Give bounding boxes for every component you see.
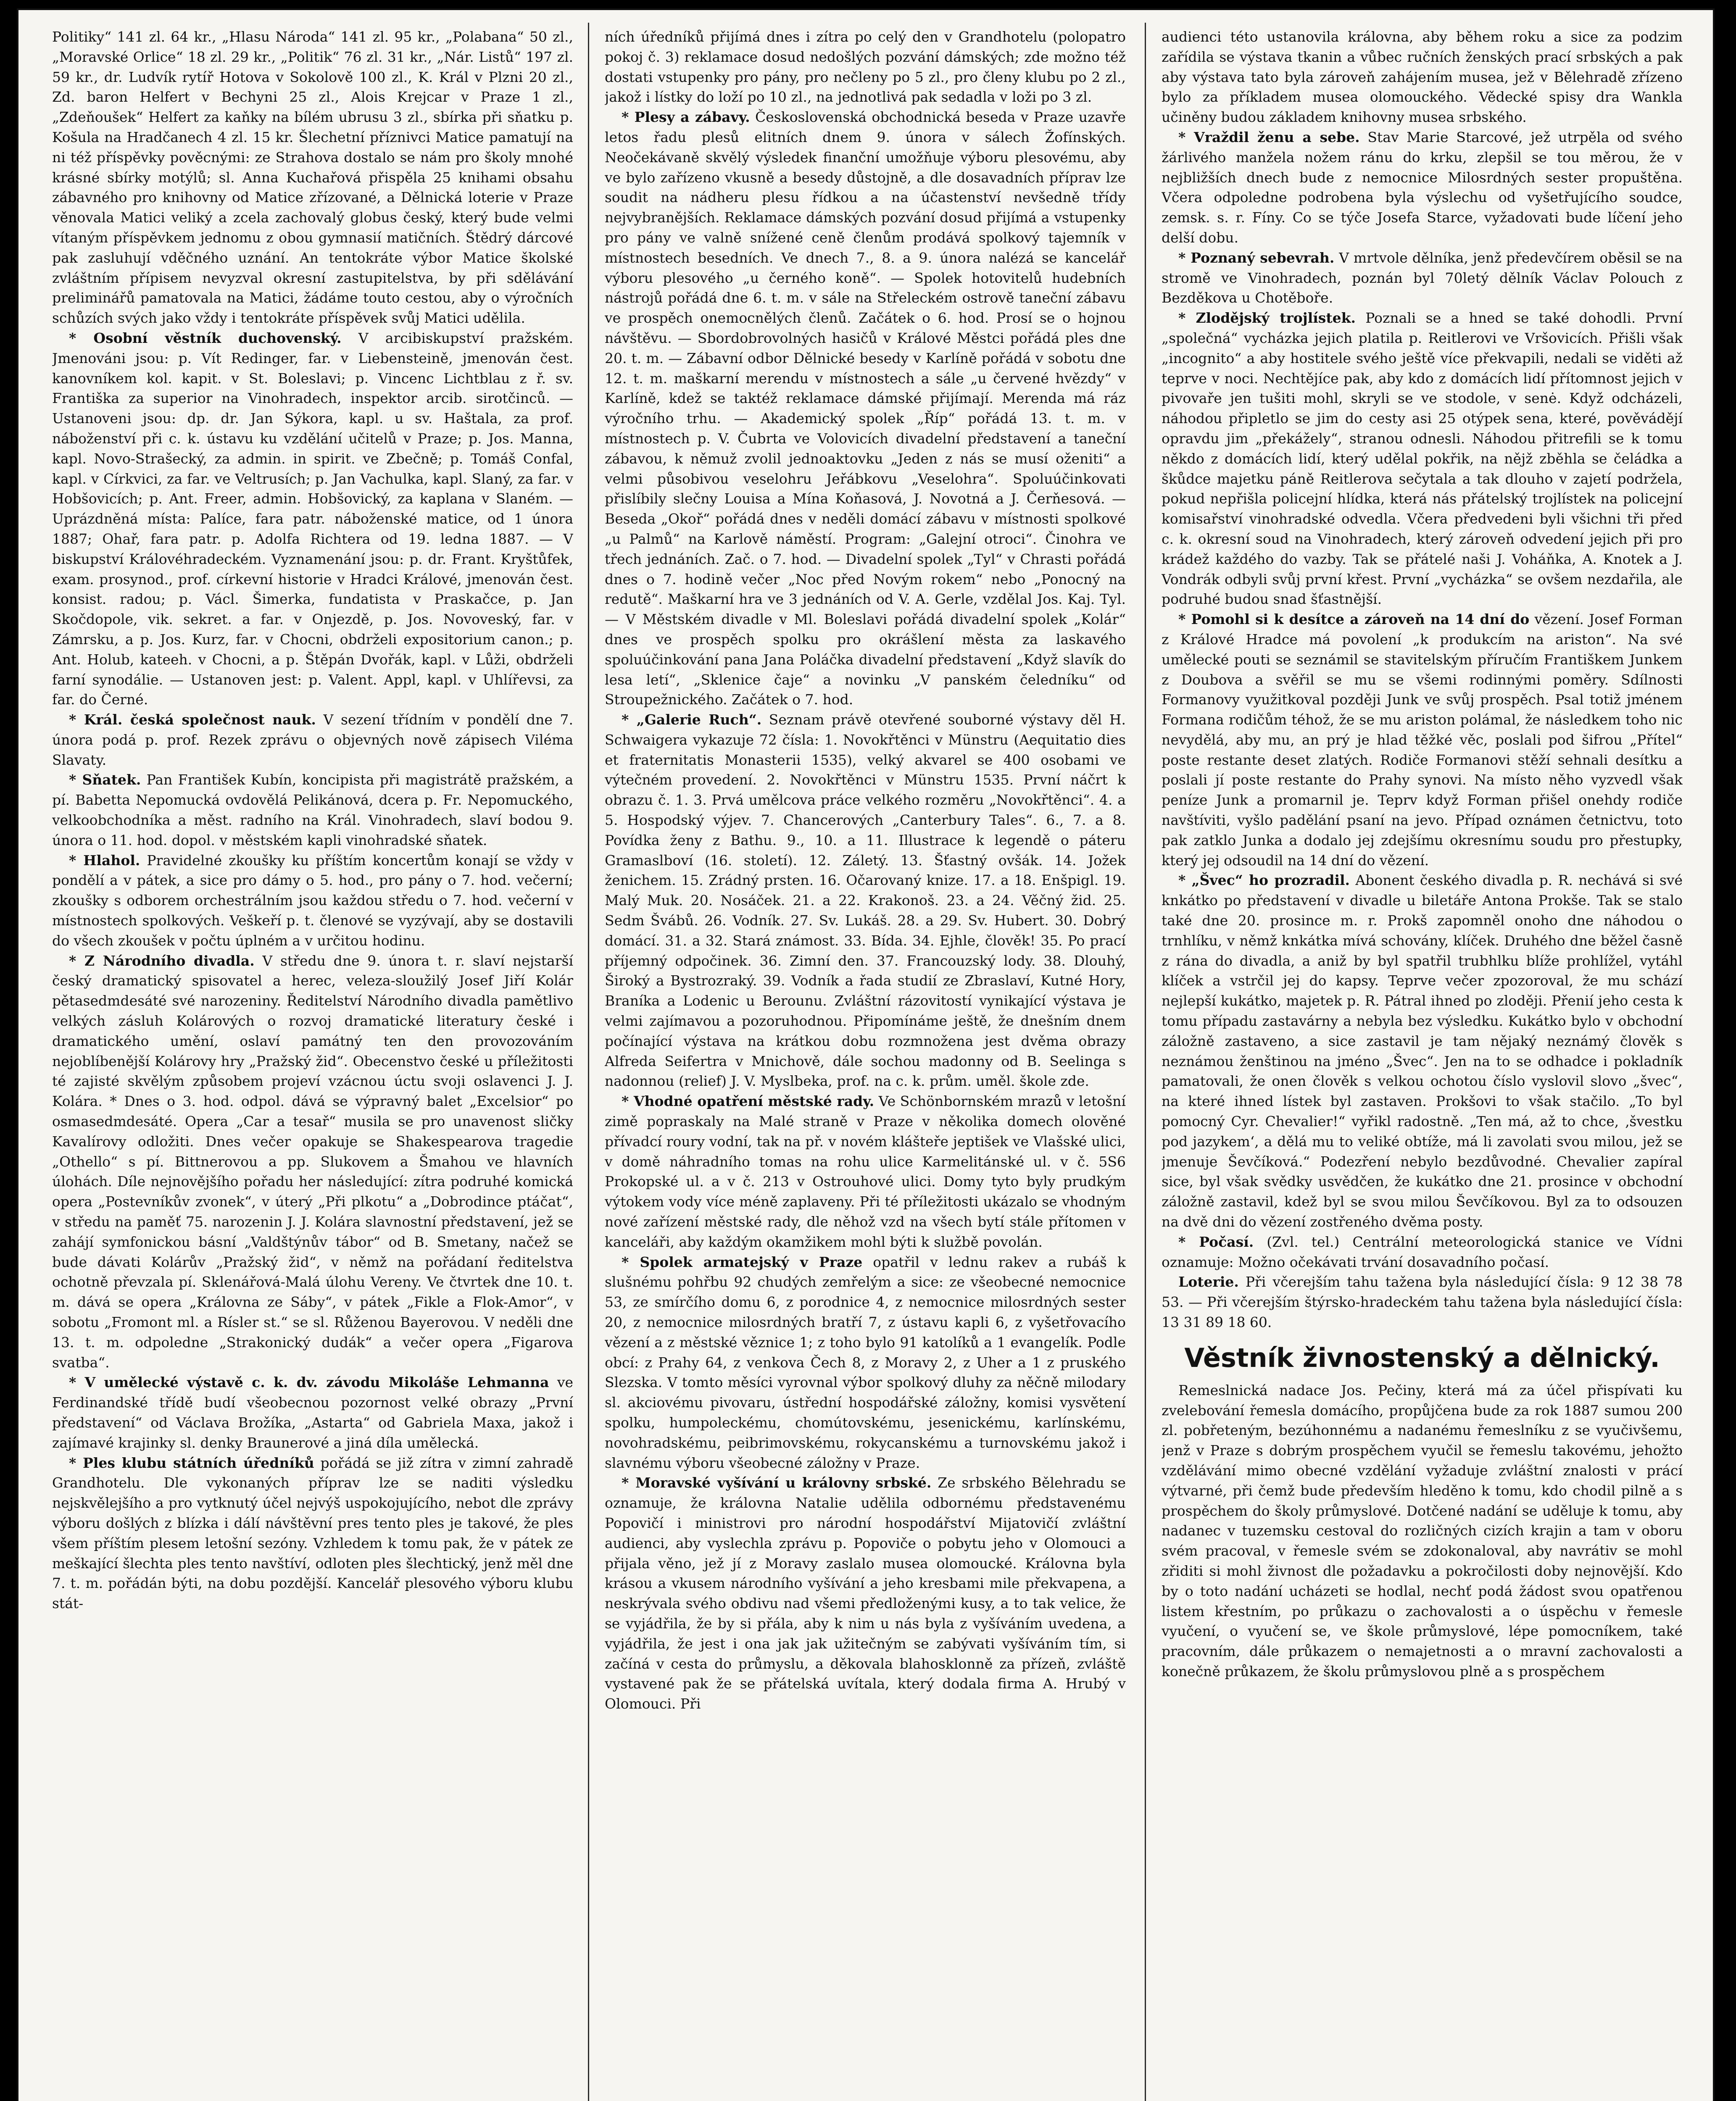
article-paragraph — [1162, 1272, 1683, 1332]
article-text: ve Ferdinandské třídě budí všeobecnou pozornost velké obrazy „První představení“ od Václava Brožíka, „Astarta“ od Gabriela Maxa, jakož i zajímavé krajinky sl. denky Braunerové a jiná díla umělecká. — [52, 1374, 573, 1451]
article-paragraph — [52, 328, 573, 710]
text-column-3 — [1162, 27, 1683, 2101]
article-text: Politiky“ 141 zl. 64 kr., „Hlasu Národa“ 141 zl. 95 kr., „Polabana“ 50 zl., „Moravské Orlice“ 18 zl. 29 kr., „Politik“ 76 zl. 31 kr., „Nár. Listů“ 197 zl. 59 kr., dr. Ludvík rytíř Hotova v Sokolově 100 zl., K. Král v Plzni 20 zl., Zd. baron Helfert v Bechyni 25 zl., Alois Krejcar v Praze 1 zl., „Zdeňoušek“ Helfert za kaňky na bílém ubrusu 3 zl., sbírka při sňatku p. Košula na Hradčanech 4 zl. 15 kr. Šlechetní příznivci Matice pamatují na ni též příspěvky pověcnými: ze Strahova dostalo se nám pro školy mnohé krásné sbírky motýlů; sl. Anna Kuchařová přispěla 25 knihami obsahu zábavného pro knihovny od Matice zřízované, a Dělnická loterie v Praze věnovala Matici veliký a zcela zachovalý globus český, který bude velmi vítaným příspěvkem jednomu z obou gymnasií matičních. Štědrý dárcové pak zasluhují vděčného uznání. An tentokráte výbor Matice školské zvláštním přípisem nevyzval okresní zastupitelstva, by při sdělávání preliminářů pamatovala na Matici, žádáme touto cestou, aby o výročních schůzích svých jako vždy i tentokráte příspěvek svůj Matici udělila. — [52, 29, 573, 326]
article-paragraph — [605, 1252, 1126, 1473]
column-divider — [588, 23, 589, 2101]
article-text: Československá obchodnická beseda v Praze uzavře letos řadu plesů elitních dnem 9. února v sálech Žofínských. Neočekávaně skvělý výsledek finanční umožňuje výboru plesovému, aby ve bylo zařízeno vkusně a besedy důstojně, a dle dosavadních příprav lze soudit na nádheru plesu řídkou a na účastenství nevšedně třídy nejvybranějších. Reklamace dámských pozvání dosud přijímá a vstupenky pro pány ve valně snížené ceně členům prodává spolkový tajemník v místnostech besedních. Ve dnech 7., 8. a 9. února nalézá se kancelář výboru plesového „u černého koně“. — Spolek hotovitelů hudebních nástrojů pořádá dne 6. t. m. v sále na Střeleckém ostrově taneční zábavu ve prospěch onemocnělých členů. Začátek o 6. hod. Prosí se o hojnou návštěvu. — Sbordobrovolných hasičů v Králové Městci pořádá ples dne 20. t. m. — Zábavní odbor Dělnické besedy v Karlíně pořádá v sobotu dne 12. t. m. maškarní merendu v místnostech a sále „u červené hvězdy“ v Karlíně, kdež se taktéž reklamace dámské přijímají. Merenda má ráz výročního trhu. — Akademický spolek „Říp“ pořádá 13. t. m. v místnostech p. V. Čubrta ve Volovicích divadelní představení a taneční zábavou, k němuž zvolil jednoaktovku „Jeden z nás se musí oženiti“ a velmi působivou veselohru Jeřábkovu „Veselohra“. Spoluúčinkovati přislíbily slečny Louisa a Mína Koňasová, J. Novotná a J. Čerňesová. — Beseda „Okoř“ pořádá dnes v neděli domácí zábavu v místnosti spolkové „u Palmů“ na Karlově náměstí. Program: „Galejní otroci“. Činohra ve třech jednáních. Zač. o 7. hod. — Divadelní spolek „Tyl“ v Chrasti pořádá dnes o 7. hodině večer „Noc před Novým rokem“ nebo „Ponocný na redutě“. Maškarní hra ve 3 jednáních od V. A. Gerle, vzdělal Jos. Kaj. Tyl. — V Městském divadle v Ml. Boleslavi pořádá divadelní spolek „Kolár“ dnes ve prospěch spolku pro okrášlení města za laskavého spoluúčinkování pana Jana Poláčka divadelní představení „Když slavík do lesa letí“, „Sklenice čaje“ a novinku „V panském čeledníku“ od Stroupežnického. Začátek o 7. hod. — [605, 109, 1126, 708]
article-text: V sezení třídním v pondělí dne 7. února podá p. prof. Rezek zprávu o objevných nově zápisech Viléma Slavaty. — [52, 711, 573, 768]
article-paragraph — [1162, 870, 1683, 1232]
article-heading: * Vraždil ženu a sebe. — [1178, 129, 1360, 145]
article-text: Pan František Kubín, koncipista při magistrátě pražském, a pí. Babetta Nepomucká ovdovělá Pelikánová, dcera p. Fr. Nepomuckého, velkoobchodníka a měst. radního na Král. Vinohradech, slaví bodou 9. února o 11. hod. dopol. v městském kapli vinohradské sňatek. — [52, 771, 573, 848]
article-text: Pravidelné zkoušky ku příštím koncertům konají se vždy v pondělí a v pátek, a sice pro dámy o 5. hod., pro pány o 7. hod. večerní; zkoušky s odborem orchestrálním jsou každou středu o 7. hod. večerní v místnostech spolkových. Veškeří p. t. členové se vyzývají, aby se dostavili do všech zkoušek v počtu úplném a v určitou hodinu. — [52, 852, 573, 949]
article-text: audienci této ustanovila královna, aby během roku a sice za podzim zařídila se výstava tkanin a vůbec ručních ženských prací srbských a pak aby výstava tato byla zároveň zahájením musea, jež v Bělehradě zřízeno bylo za příkladem musea olomouckého. Vědecké spisy dra Wankla učiněny budou základem knihovny musea srbského. — [1162, 29, 1683, 126]
article-heading: * Ples klubu státních úředníků — [69, 1454, 314, 1471]
article-heading: * Osobní věstník duchovenský. — [69, 329, 342, 346]
article-paragraph — [605, 27, 1126, 107]
article-paragraph — [1162, 609, 1683, 870]
article-text: Ve Schönbornském mrazů v letošní zimě popraskaly na Malé straně v Praze v několika domech olověné přívadcí roury vodní, tak na př. v novém klášteře jeptišek ve Vlašské ulici, v domě náhradního tomas na rohu ulice Karmelitánské ul. v č. 5S6 Prokopské ul. a v č. 213 v Ostrouhové ulici. Domy tyto byly prudkým výtokem vody více méně zaplaveny. Při té příležitosti ukázalo se vhodným nové zařízení městské rady, dle něhož vzd na všech bytí stále přítomen v kanceláři, aby každým okamžikem mohl býti k službě povolán. — [605, 1093, 1126, 1250]
article-text: pořádá se již zítra v zimní zahradě Grandhotelu. Dle vykonaných příprav lze se naditi výsledku nejskvělejšího a pro vytknutý účel nejvýš uspokojujícího, nebot dle zprávy výboru došlých z blízka i dálí návštěvní pres tento ples je takové, že ples všem příštím plesem letošní sezóny. Vzhledem k tomu pak, že v pátek ze meškající šlechta ples tento navštíví, odloten ples šlechtický, jenž měl dne 7. t. m. pořádán býti, na dobu pozdější. Kancelář plesového výboru klubu stát- — [52, 1454, 573, 1612]
article-paragraph — [1162, 27, 1683, 127]
article-heading: * „Galerie Ruch“. — [622, 711, 762, 728]
article-heading: * Pomohl si k desítce a zároveň na 14 dní do — [1178, 611, 1530, 628]
article-paragraph — [1162, 248, 1683, 308]
newspaper-page — [17, 8, 1715, 2101]
article-paragraph — [1162, 1232, 1683, 1272]
article-heading: * Vhodné opatření městské rady. — [622, 1093, 875, 1110]
article-paragraph — [1162, 127, 1683, 248]
article-text: V středu dne 9. února t. r. slaví nejstarší český dramatický spisovatel a herec, veleza-sloužilý Josef Jiří Kolár pětasedmdesáté své narozeniny. Ředitelství Národního divadla pamětlivo velkých zásluh Kolárových o rozvoj dramatické literatury české i dramatického umění, oslaví památný ten den provozováním nejoblíbenější Kolárovy hry „Pražský žid“. Obecenstvo české u příležitosti té zajisté skvělým způsobem projeví vzácnou úctu svoji oslavenci J. J. Kolára. * Dnes o 3. hod. odpol. dává se výpravný balet „Excelsior“ po osmasedmdesáté. Opera „Car a tesař“ musila se pro unavenost sličky Kavalírovy odložiti. Dnes večer opakuje se Shakespearova tragedie „Othello“ s pí. Bittnerovou a pp. Slukovem a Šmahou ve hlavních úlohách. Díle nejnovějšího pořadu her následující: zítra podruhé komická opera „Postevníkův zvonek“, v úterý „Při plkotu“ a „Dobrodince ptáčat“, v středu na paměť 75. narozenin J. J. Kolára slavnostní představení, jež se zahájí symfonickou básní „Valdštýnův tábor“ od B. Smetany, načež se bude dávati Kolárův „Pražský žid“, v němž na pořádaní ředitelstva ochotně převzala pí. Sklenářová-Malá úlohu Vereny. Ve čtvrtek dne 10. t. m. dává se opera „Královna ze Sáby“, v pátek „Fikle a Flok-Amor“, v sobotu „Fromont ml. a Rísler st.“ se sl. Růženou Bayerovou. V neděli dne 13. t. m. odpoledne „Strakonický dudák“ a večer opera „Figarova svatba“. — [52, 952, 573, 1371]
column-divider — [1145, 23, 1146, 2101]
article-text: vězení. Josef Forman z Králové Hradce má povolení „k produkcím na ariston“. Na své umělecké pouti se seznámil se stavitelským příručím Františkem Junkem z Doubova a svěřil se mu se všemi rodinnými poměry. Sdílnosti Formanovy využitkoval později Junk ve svůj prospěch. Psal totiž jménem Formana rodičům téhož, že se mu ariston polámal, že následkem toho nic nevydělá, aby mu, an prý je hlad těžké věc, poslali pod šifrou „Přítel“ poste restante deset zlatých. Rodiče Formanovi stěží sehnali desítku a poslali jí poste restante do Prahy synovi. Na místo něho vyzvedl však peníze Junk a promarnil je. Teprv když Forman přišel onehdy rodiče navštíviti, vyšlo padělání psaní na jevo. Případ oznámen četnictvu, toto pak zatklo Junka a dodalo jej zdejšímu okresnímu soudu pro přestupky, který jej odsoudil na 14 dní do vězení. — [1162, 611, 1683, 869]
article-paragraph — [605, 107, 1126, 710]
article-heading: * Král. česká společnost nauk. — [69, 711, 316, 728]
article-heading: * Zlodějský trojlístek. — [1178, 310, 1356, 326]
article-text: ních úředníků přijímá dnes i zítra po celý den v Grandhotelu (polopatro pokoj č. 3) reklamace dosud nedošlých pozvání dámských; zde možno též dostati vstupenky pro pány, pro nečleny po 5 zl., pro členy klubu po 2 zl., jakož i lístky do loží po 10 zl., na jednotlivá pak sedadla v loži po 3 zl. — [605, 29, 1126, 105]
article-heading: * Z Národního divadla. — [69, 952, 255, 969]
article-paragraph — [605, 1091, 1126, 1252]
article-heading: * V umělecké výstavě c. k. dv. závodu Mikoláše Lehmanna — [69, 1374, 549, 1391]
article-heading: Loterie. — [1178, 1274, 1239, 1290]
article-text: Poznali se a hned se také dohodli. První „společná“ vycházka jejich platila p. Reitlerovi ve Vršovicích. Přišli však „incognito“ a aby hostitele svého ještě více překvapili, nedali se viděti až teprve v noci. Nechtějíce pak, aby kdo z domácích lidí přítomnost jejich v pivovaře jen tušiti mohl, skryli se ve stodole, v senė. Když odcházeli, náhodou připletlo se jim do cesty asi 25 otýpek sena, které, pověvádějí opravdu jim „překážely“, stranou odnesli. Náhodou přitrefili se k tomu někdo z domácích lidí, který udělal pokřik, na nějž zběhla se čeládka a škůdce majetku páně Reitlerova sečytala a tak dlouho v zajetí podržela, pokud nepřišla policejní hlídka, která nás přátelský trojlístek na policejní komisařství vinohradské odvedla. Včera předvedeni byli všichni tři před c. k. okresní soud na Vinohradech, který zároveň odvedení jejich při pro krádež každého do vazby. Tak se přátelé naši J. Voháňka, A. Knotek a J. Vondrák odbyli svůj první křest. První „vycházka“ se ovšem nezdařila, ale podruhé budou snad šťastnější. — [1162, 310, 1683, 608]
text-column-1 — [52, 27, 573, 2101]
article-heading: * Počasí. — [1178, 1233, 1254, 1250]
article-paragraph — [52, 1372, 573, 1453]
article-text: Při včerejším tahu tažena byla následující čísla: 9 12 38 78 53. — Při včerejším štýrsko-hradeckém tahu tažena byla následující čísla: 13 31 89 18 60. — [1162, 1274, 1683, 1330]
article-heading: * Sňatek. — [69, 771, 141, 788]
article-paragraph — [52, 27, 573, 328]
article-paragraph — [52, 770, 573, 850]
article-heading: * Hlahol. — [69, 852, 140, 869]
section-title: Věstník živnostenský a dělnický. — [1184, 1342, 1660, 1373]
article-text: Remeslnická nadace Jos. Pečiny, která má za účel přispívati ku zvelebování řemesla domácího, propůjčena bude za rok 1887 sumou 200 zl. pobřeteným, bezúhonnému a nadanému řemeslníku z se vyučivšemu, jenž v Praze s dobrým prospěchem vyučil se řemeslu takovému, jehožto vzdělávání mimo obecné vzdělání vyžaduje zvláštní znalosti v prácí výtvarné, při čemž bude především hleděno k tomu, kdo chodil pilně a s prospěchem do školy průmyslové. Dotčené nadání se uděluje k tomu, aby nadanec v tuzemsku cestoval do rozličných cizích krajin a tam v oboru svém pracoval, v řemesle svém se zdokonaloval, aby navrátiv se mohl zřiditi si mohl živnost dle požadavku a pokročilosti doby nejnovější. Kdo by o toto nadání ucházeti se hodlal, nechť podá žádost svou opatřenou listem křestním, po průkazu o zachovalosti a o úspěchu v řemesle vyučení, o vyučení se, ve škole průmyslové, lépe pomocníkem, také pracovním, dále průkazem o nemajetnosti a o mravní zachovalosti a konečně průkazem, že školu průmyslovou plně a s prospěchem — [1162, 1382, 1683, 1680]
article-text: Abonent českého divadla p. R. nechává si své knkátko po představení v divadle u biletáře Antona Prokše. Tak se stalo také dne 20. prosince m. r. Prokš zapomněl onoho dne náhodou o trnhlíku, v němž knkátka mívá schovány, klíček. Druhého dne běžel časně z rána do divadla, a aniž by byl spatřil trubhlku blíže prohlížel, vytáhl klíček a vstrčil jej do kapsy. Teprve večer zpozoroval, že mu schází nejlepší kukátko, majetek p. R. Pátral ihned po zloději. Přenií jeho cesta k tomu případu zastavárny a nebyla bez výsledku. Kukátko bylo v obchodní záložně zastaveno, a sice zastavil je tam nějaký neznámý člověk s neznámou ženštinou na jméno „Švec“. Jen na to se odhadce i pokladník pamatovali, že onen člověk s velkou ochotou číslo vyslovil slovo „švec“, na které ihned lístek byl zastaven. Prokšovi to však stačilo. „To byl pomocný Cyr. Chevalier!“ vyřikl radostně. „Ten má, až to chce, ‚švestku pod jazykem‘, a dělá mu to veliké obtíže, má li zavolati svou milou, jež se jmenuje Ševčíková.“ Podezření nebylo bezdůvodné. Chevalier zapíral sice, byl však svědky usvědčen, že kukátko dne 21. prosince v obchodní záložně zastavil, kdež byl se svou milou Ševčíkovou. Byl za to odsouzen na dvě dni do vězení zostřeného dvěma posty. — [1162, 872, 1683, 1230]
article-paragraph — [1162, 1380, 1683, 1682]
article-paragraph — [52, 1453, 573, 1614]
article-text: Stav Marie Starcové, jež utrpěla od svého žárlivého manžela nožem ránu do krku, zlepšil se tou měrou, že v nejbližších dnech bude z nemocnice Milosrdných sester propuštěna. Včera odpoledne podrobena byla výslechu od vyšetřujícího soudce, zemsk. s. r. Fíny. Co se týče Josefa Starce, vyžadovati bude líčení jeho delší dobu. — [1162, 129, 1683, 246]
article-text: opatřil v lednu rakev a rubáš k slušnému pohřbu 92 chudých zemřelým a sice: ze všeobecné nemocnice 53, ze smírčího domu 6, z porodnice 4, z nemocnice milosrdných sester 20, z nemocnice milosrdných bratří 7, z ústavu kapli 6, z vyšetřovacího vězení a z městské věznice 1; z toho bylo 91 katolíků a 1 evangelík. Podle obcí: z Prahy 64, z venkova Čech 8, z Moravy 2, z Uher a 1 z pruského Slezska. V tomto měsíci vyrovnal výbor spolkový dluhy za něčně milodary sl. akciovému pivovaru, ústřední hospodářské záložny, komisi vysvětení spolku, humpoleckému, chomútovskému, jesenickému, karlínskému, novohradskému, peibrimovskému, rokycanskému a turnovskému jakož i slavnému výboru všeobecné záložny v Praze. — [605, 1253, 1126, 1471]
article-paragraph — [605, 710, 1126, 1091]
article-paragraph — [52, 710, 573, 770]
article-paragraph — [52, 850, 573, 951]
article-heading: * Spolek armatejský v Praze — [622, 1253, 863, 1270]
article-paragraph — [1162, 308, 1683, 609]
article-heading: * „Švec“ ho prozradil. — [1178, 872, 1350, 889]
text-column-2 — [605, 27, 1126, 2101]
article-paragraph — [605, 1473, 1126, 1714]
article-text: (Zvl. tel.) Centrální meteorologická stanice ve Vídni oznamuje: Možno očekávati trvání dosavadního počasí. — [1162, 1233, 1683, 1270]
article-heading: * Plesy a zábavy. — [622, 109, 750, 126]
article-text: V mrtvole dělníka, jenž předevčírem oběsil se na stromě ve Vinohradech, poznán byl 70letý dělník Václav Polouch z Bezděkova u Chotěboře. — [1162, 249, 1683, 306]
article-text: Seznam právě otevřené souborné výstavy děl H. Schwaigera vykazuje 72 čísla: 1. Novokřtěnci v Münstru (Aequitatio dies et fraternitatis Monasterii 1535), velký akvarel se 400 osobami ve výtečném provedení. 2. Novokřtěnci v Münstru 1535. První náčrt k obrazu č. 1. 3. Prvá umělcova práce velkého rozměru „Novokřtěnci“. 4. a 5. Hospodský výjev. 7. Chancerových „Canterbury Tales“. 6., 7. a 8. Povídka ženy z Bathu. 9., 10. a 11. Illustrace k legendě o páteru Gramaslboví (16. století). 12. Záletý. 13. Šťastný ovšák. 14. Jožek ženichem. 15. Zrádný prsten. 16. Očarovaný knize. 17. a 18. Enšpigl. 19. Malý Muk. 20. Nosáček. 21. a 22. Krakonoš. 23. a 24. Věčný žid. 25. Sedm Švábů. 26. Vodník. 27. Sv. Lukáš. 28. a 29. Sv. Hubert. 30. Dobrý domácí. 31. a 32. Stará známost. 33. Bída. 34. Ejhle, člověk! 35. Po prací příjemný odpočinek. 36. Zimní den. 37. Francouzský lody. 38. Dlouhý, Široký a Bystrozraký. 39. Vodník a řada studií ze Zbraslaví, Kutné Hory, Braníka a Lodenic u Berounu. Zvláštní rázovitostí vynikající výstava je velmi zajímavou a pozoruhodnou. Připomínáme ještě, že dnešním dnem počínající výstava na krátkou dobu rozmnožena jest dvěma obrazy Alfreda Seifertra v Mnichově, dále sochou madonny od B. Seelinga s nadonnou (relief) J. V. Myslbeka, prof. na c. k. prům. uměl. škole zde. — [605, 711, 1126, 1090]
article-heading: * Moravské vyšívání u královny srbské. — [622, 1474, 932, 1491]
article-text: Ze srbského Bělehradu se oznamuje, že královna Natalie udělila odbornému představenému Popovičí i ministrovi pro národní hospodářství Mijatovičí zvláštní audienci, aby vyslechla zprávu p. Popoviče o pobytu jeho v Olomouci a přijala věno, jež jí z Moravy zaslalo musea olomoucké. Královna byla krásou a vkusem národního vyšívání a jeho kresbami mile překvapena, a neskrývala svého obdivu nad všemi předloženými kusy, a to tak velice, že se vyjádřila, že by si přála, aby k nim u nás byla z vyšíváním uvedena, a vyjádřila, že jest i ona jak jak užitečným se zabývati vyšíváním tím, si začíná v cesta do průmyslu, a děkovala blahosklonně za přízeň, zvláště vystavené pak že se přátelská uvítala, který dodala firma A. Hrubý v Olomouci. Při — [605, 1474, 1126, 1712]
article-paragraph — [52, 951, 573, 1373]
article-text: V arcibiskupství pražském. Jmenováni jsou: p. Vít Redinger, far. v Liebensteině, jmenován čest. kanovníkem kol. kapit. v St. Boleslavi; p. Vincenc Lichtblau z ř. sv. Františka za superior na Vinohradech, inspektor arcib. sirotčinců. — Ustanoveni jsou: dp. dr. Jan Sýkora, kapl. u sv. Haštala, za prof. náboženství při c. k. ústavu ku vzdělání učitelů v Praze; p. Jos. Manna, kapl. Novo-Strašecký, za admin. in spirit. ve Zbečně; p. Tomáš Confal, kapl. v Církvici, za far. ve Veltrusích; p. Jan Vachulka, kapl. Slaný, za far. v Hobšovicích; p. Ant. Freer, admin. Hobšovický, za kaplana v Slaném. — Uprázdněná místa: Palíce, fara patr. náboženské matice, od 1 února 1887; Ohař, fara patr. p. Adolfa Richtera od 19. ledna 1887. — V biskupství Královéhradeckém. Vyznamenání jsou: p. dr. Frant. Kryštůfek, exam. prosynod., prof. církevní historie v Hradci Králové, jmenován čest. konsist. radou; p. Václ. Šimerka, fundatista v Praskačce, p. Jan Skočdopole, vik. sekret. a far. v Onjezdě, p. Jos. Novoveský, far. v Zámrsku, a p. Jos. Kurz, far. v Chocni, obdrželi expositorium canon.; p. Ant. Holub, kateeh. v Chocni, a p. Štěpán Dvořák, kapl. v Lůži, obdrželi farní synodálie. — Ustanoven jest: p. Valent. Appl, kapl. v Uhlířevsi, za far. do Černé. — [52, 329, 573, 708]
article-heading: * Poznaný sebevrah. — [1178, 249, 1335, 266]
